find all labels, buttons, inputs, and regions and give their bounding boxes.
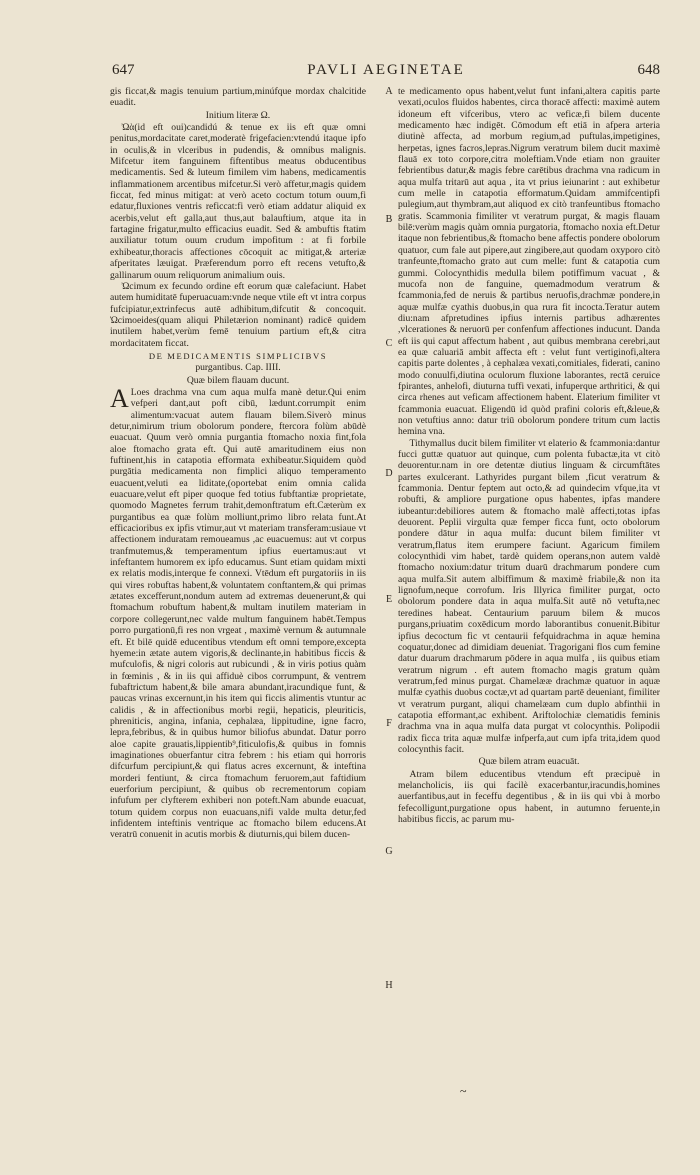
margin-letter-a: A [385, 86, 393, 97]
paragraph: te medicamento opus habent,velut funt infani,altera capitis parte vexati,oculos fluidos habentes, circa thoracē affecti: maximè autem idoneum eft vifceribus, vtero ac veficæ,fi bilem ducente medicamento hæc indigēt. Cōmodum eft etiā in afpera arteria diutinè affecta, ad morbum regium,ad puftulas,impetigines, herpetas, ignes facros,lepras.Nigrum veratrum bilem ducit maximè flauā ex toto corpore,citra moleftiam.Vnde etiam non grauiter febrientibus datur,& magis febre carētibus drachma vna radicum in aqua mulfa tritarū aut aqua , ita vt prius ieiunarint : aut exhibetur cum melle in catapotia efformatum.Quidam ammifcentipfi pulegium,aut thymbram,aut aliquod ex citò tranfeuntibus ftomacho gratis. Scammonia fimiliter vt veratrum purgat, & magis flauam bilē:verùm magis quàm omnia purgatoria, ftomacho noxia eft.Detur itaque non febrientibus,& ftomacho bene affectis pondere obolorum quatuor, cum fale aut pipere,aut zingibere,aut quodam oxyporo citò tranfeunte,ftomacho grato aut cum melle: funt & catapotia cum gummi. Colocynthidis medulla bilem potiffimum vacuat , & mucofa non de fanguine, quemadmodum veratrum & fcammonia,fed de neruis & partibus neruofis,drachmæ pondere,in aquæ mulfæ cyathis duobus,in qua rura fit incocta.Teratur autem diu:nam afpretudines ipfius internis partibus adhærentes ,vlcerationes & neruorū per confenfum affectiones inducunt. Danda eft iis qui caput affectum habent , aut quibus membrana cerebri,aut ea quæ caluariā ambit affecta eft : velut funt vertiginofi,altera capitis parte dolentes , à cephalæa vexati,comitiales, fiderati, canino modo conuulfi,diutina oculorum fluxione laborantes, rectā ceruice fpirantes, anhelofi, diuturna tuffi vexati, infuperque arthritici, & qui circa rhenes aut veficam affectionem habent. Elaterium fimiliter vt fcammonia euacuat. Eligendū id quòd prafini coloris eft,&leue,& non vetuftius anno: datur triū obolorum pondere tritum cum lactis hemina vna. [398, 86, 660, 438]
margin-letter-d: D [385, 468, 393, 479]
margin-letter-e: E [385, 594, 393, 605]
paragraph: Ὠcimum ex fecundo ordine eft eorum quæ calefaciunt. Habet autem humiditatē fuperuacuam:vnde neque vtile eft vt intra corpus fufcipiatur,extrinfecus autē adhibitum,difcutit & concoquit. Ὠcimoeides(quam aliqui Philetærion nominant) radicē quidem inutilem habet,verùm femē tenuium partium eft,& citra mordacitatem ficcat. [110, 280, 366, 349]
footer-mark: ~ [460, 1084, 467, 1098]
page-header [112, 62, 660, 84]
chapter-subtitle: purgantibus. Cap. IIII. [195, 362, 281, 374]
page-number-right: 648 [637, 62, 660, 78]
section-heading: Quæ bilem flauam ducunt. [186, 374, 290, 386]
margin-letter-f: F [386, 718, 392, 729]
paragraph [110, 383, 366, 841]
right-column [398, 86, 660, 825]
paragraph: Atram bilem educentibus vtendum eft præcipuè in melancholicis, iis qui facilè exacerbantur,iracundis,homines auerfantibus,aut in feceffu degentibus , & in iis qui vbi à morbo fefecolligunt,purgatione opus habent, in autumno feruente,in habitibus ficcis, ac parum mu- [398, 768, 660, 825]
section-heading: Quæ bilem atram euacuāt. [478, 756, 580, 768]
left-column [110, 86, 366, 841]
margin-letter-g: G [385, 846, 393, 857]
paragraph: gis ficcat,& magis tenuium partium,minúfque mordax chalcitide euadit. [110, 86, 366, 109]
margin-letter-c: C [385, 338, 393, 349]
paragraph: Tithymallus ducit bilem fimiliter vt elaterio & fcammonia:dantur fucci guttæ quatuor aut quinque, cum polenta fubactæ,ita vt citò deuorentur.nam in ore detentæ diutius linguam & circumftātes partes exulcerant. Lathyrides purgant bilem ,ficut veratrum & fcammonia. Dentur feptem aut octo,& ad quindecim vfque,ita vt robufti, & ampliore purgatione opus habentes, ipfas mandere iubeantur:debiliores autem & ftomacho malè affecti,totas ipfas deuorent. Peplii virgulta quæ femper ficca funt, octo obolorum pondere dātur in aqua mulfa: ducunt bilem fimiliter vt veratrum,flatus item erumpere faciunt. Agaricum fimilem colocynthidi vim habet, tardè quidem operans,non autem valdè ftomacho noxium:datur tritum duarū drachmarum pondere cum aqua mulfa.Sit autem albiffimum & maximè friabile,& non ita lignofum,neque corrofum. Iris Illyrica fimiliter purgat, octo obolorum pondere data in aqua mulfa.Sit autē nō vetufta,nec teredines habeat. Centaurium paruum bilem & mucos purgans,priuatim coxēdicum mordo laborantibus conuenit.Bibitur ipfius decoctum fic vt centaurii fefquidrachma in aquæ hemina coquatur,donec ad dimidiam deueniat. Tragorigani flos cum femine datur duarum drachmarum pōdere in aqua mulfa , iis quibus etiam veratrum nigrum . eft autem ftomacho magis gratum quàm veratrum,fed minus purgat. Chamelææ drachmæ quatuor in aquæ mulfæ cyathis duobus coctæ,vt ad quartam partē deueniant, fimiliter vt veratrum purgant, aliqui chamelæam cum duplo abfinthii in catapotia efformant,ac exhibent. Ariftolochiæ clematidis feminis drachma vna in aqua mulfa data purgat vt colocynthis. Polipodii radix ficca trita aquæ mulfæ infperfa,aut cum ipfa trita,idem quod colocynthis facit. [398, 437, 660, 755]
margin-letter-h: H [385, 980, 393, 991]
drop-cap: A [110, 383, 129, 413]
section-heading: Initium literæ Ω. [205, 109, 271, 121]
paragraph: Ὠὰ(id eft oui)candidú & tenue ex iis eft quæ omni penitus,mordacitate caret,moderatè frigefacien:vtendú itaque ipfo in oculis,& in vlceribus in pudendis, & omnibus malignis. Mifcetur item fanguinem fiftentibus meatus obducentibus medicamentis. Sed & luteum fimilem vim habens, medicamentis inflammationem arcentibus mifcetur.Si verò affetur,magis quidem ficcat, fed minus mitigat: at verò aceto coctum totum ouum,fi edatur,fluxiones ventris reficcat:fi verò etiam addatur aliquid ex acerbis,velut eft galla,aut thus,aut balauftium, atque ita in fartagine frigatur,multo efficacius euadit. Sed & ambuftis ftatim auxiliatur totum ouum crudum impofitum : at fi forbile exhibeatur,thoracis affectiones cōcoquit ac mitigat,& arteriæ afperitates læuigat. Præferendum porro eft recens vetufto,& gallinarum ouum reliquorum animalium ouis. [110, 122, 366, 281]
running-head: PAVLI AEGINETAE [307, 62, 465, 78]
paragraph-text: Loes drachma vna cum aqua mulfa manè detur.Qui enim vefperi dant,aut poft cibū, lædunt.corrumpit enim alimentum:vacuat autem flauam bilem.Siverò minus detur,nimirum trium obolorum pondere, ftercora folùm abūdè euacuat. Quum verò omnia purgantia ftomacho noxia fint,fola aloe ftomacho grata eft. Qui autē amaritudinem eius non fuftinent,his in catapotia efformata exhibeatur.Siquidem quòd purgātia medicamenta non fimplici aliquo temperamento euacuent,veluti ea liditate,(oportebat enim omnia calida euacuare,velut eft piper quoque fed totius fubftantiæ proprietate, quomodo Magnetes ferrum trahit,demonftratum eft.Cæterùm ex purgantibus ea quæ folùm molliunt,primo libro relata funt.At efficacioribus ex ipfis vtimur,aut vt materiam transferam:usiaue vt affectionem induratam remoueamus ,ac euacuemus: aut vt corpus tranfmutemus,& temperamentum ipfius euertamus:aut vt infeftantem humorem ex ipfo educamus. Sunt etiam quidam mixti ex relatis modis,interque fe connexi. Vtēdum eft purgatoriis in iis qui vires robuftas habent,& voluntatem conftantem,& qui primas ætates excefferunt,nondum autem ad extremas deuenerunt,& qui ftomachum robuftum habent,& multam inutilem materiam in corpore collegerunt,nec valde multum fanguinem habēt.Tempus porro purgationū,fi res non vrgeat , maximè vernum & autumnale eft. Et bilē quidē educentibus vtendum eft omni tempore,excepta hyeme:in ætate autem vigoris,& declinante,in habitibus ficcis & mufculofis, & nigri coloris aut rubicundi , & in viris potius quàm in fœminis , & in iis qui affiduè cibos corrumpunt, & ventrem fubaftrictum habent,& bile amara abundant,iracundique funt, & paucas vrinas excernunt,in his item qui ficcis alimentis vtuntur ac calidis , & in affectionibus morbi regii, hepaticis, pleuriticis, phreniticis, angina, infania, cephalæa, lippitudine, igne facro, lepra,febribus, & in quibus humor biliofus abundat. Datur porro aloe capite grauatis,lippientib⁹,fiticulofis,& quibus in fomnis imaginationes obuerfantur citra febrem : his etiam qui horroris difcurfum percipiunt,& qui flatus acres excernunt, & inteftina morderi fentiunt, & circa ftomachum feruorem,aut faftidium euerforium percipiunt, & quibus ob recrementorum copiam infufum per clyfterem exhiberi non poteft.Nam abunde euacuat, totum quidem corpus non euacuans,nifi valde multa detur,fed infidentem inteftinis ventrique ac ftomacho bilem educens.At veratrū conuenit in acutis morbis & diuturnis,qui bilem ducen- [110, 386, 366, 841]
margin-letter-b: B [385, 214, 393, 225]
chapter-title: DE MEDICAMENTIS SIMPLICIBVS [148, 350, 328, 361]
page-number-left: 647 [112, 62, 135, 78]
